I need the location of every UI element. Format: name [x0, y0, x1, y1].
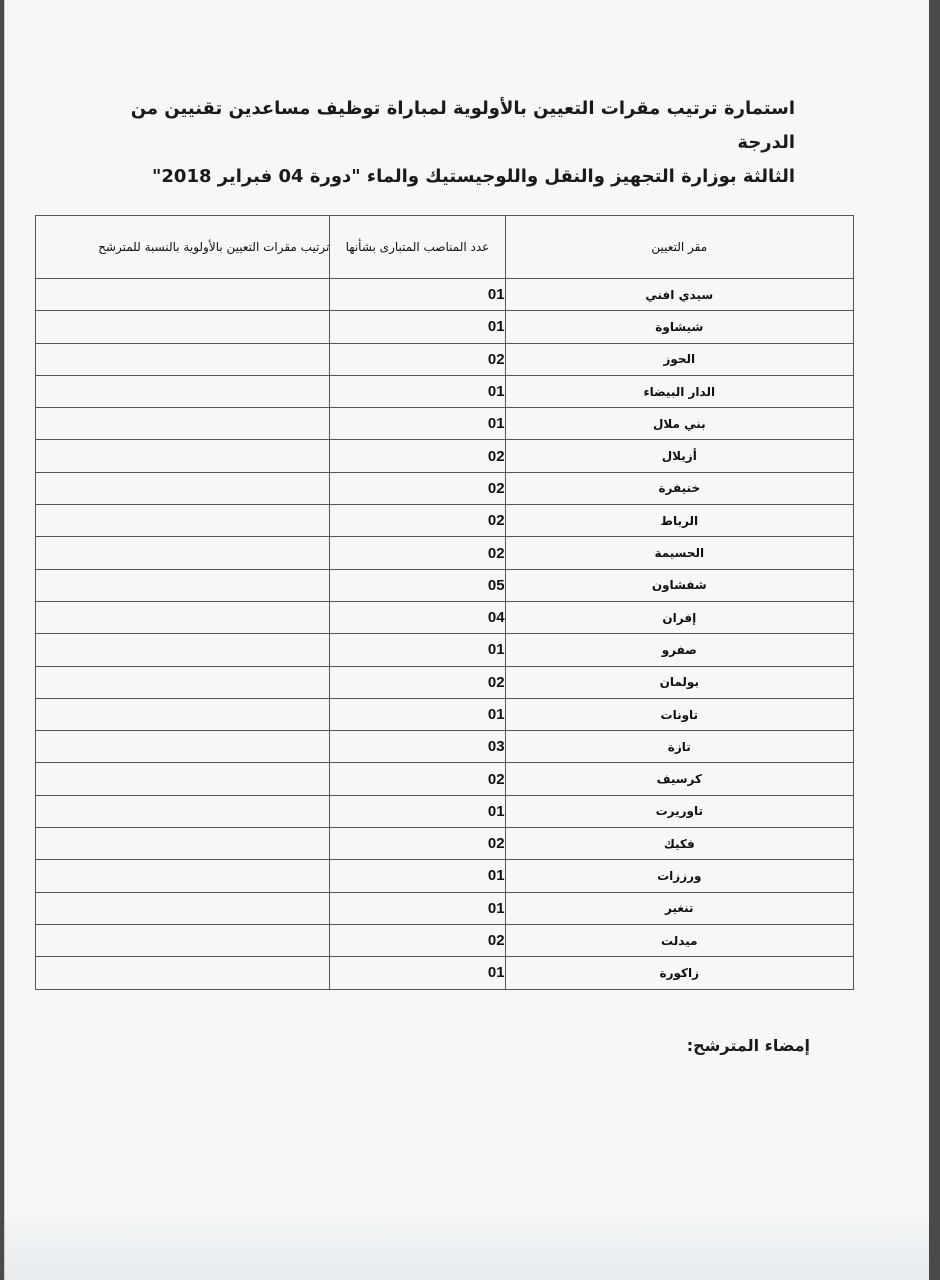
cell-site: ميدلت [505, 924, 853, 956]
cell-count: 01 [330, 698, 505, 730]
header-site: مقر التعيين [505, 216, 853, 279]
cell-site: بولمان [505, 666, 853, 698]
title-line-2: الثالثة بوزارة التجهيز والنقل واللوجيستيك والماء "دورة 04 فبراير 2018" [152, 166, 795, 187]
cell-rank-entry[interactable] [36, 569, 330, 601]
table-row [36, 860, 854, 892]
header-count: عدد المناصب المتبارى بشأنها [330, 216, 505, 279]
cell-count: 04 [330, 601, 505, 633]
table-row [36, 957, 854, 989]
scan-edge-band [5, 1218, 929, 1280]
cell-site: سيدي افني [505, 279, 853, 311]
document-page [4, 0, 929, 1280]
cell-rank-entry[interactable] [36, 763, 330, 795]
cell-rank-entry[interactable] [36, 731, 330, 763]
cell-site: الرباط [505, 505, 853, 537]
cell-count: 01 [330, 408, 505, 440]
cell-rank-entry[interactable] [36, 311, 330, 343]
cell-site: شيشاوة [505, 311, 853, 343]
cell-site: الحسيمة [505, 537, 853, 569]
table-row [36, 795, 854, 827]
cell-rank-entry[interactable] [36, 892, 330, 924]
cell-site: تاونات [505, 698, 853, 730]
assignment-sites-table [35, 215, 854, 990]
cell-rank-entry[interactable] [36, 698, 330, 730]
cell-site: تاوريرت [505, 795, 853, 827]
cell-count: 01 [330, 957, 505, 989]
cell-rank-entry[interactable] [36, 828, 330, 860]
cell-rank-entry[interactable] [36, 440, 330, 472]
cell-count: 01 [330, 634, 505, 666]
cell-count: 02 [330, 828, 505, 860]
table-row [36, 537, 854, 569]
table-row [36, 601, 854, 633]
cell-site: إفران [505, 601, 853, 633]
cell-site: شفشاون [505, 569, 853, 601]
table-row [36, 569, 854, 601]
cell-rank-entry[interactable] [36, 795, 330, 827]
cell-rank-entry[interactable] [36, 375, 330, 407]
table-row [36, 311, 854, 343]
table-row [36, 440, 854, 472]
cell-rank-entry[interactable] [36, 537, 330, 569]
cell-site: الحوز [505, 343, 853, 375]
cell-rank-entry[interactable] [36, 634, 330, 666]
cell-rank-entry[interactable] [36, 505, 330, 537]
cell-site: تنغير [505, 892, 853, 924]
cell-site: بني ملال [505, 408, 853, 440]
cell-site: كرسيف [505, 763, 853, 795]
header-rank: ترتيب مقرات التعيين بالأولوية بالنسبة للمترشح [36, 216, 330, 279]
cell-rank-entry[interactable] [36, 279, 330, 311]
cell-rank-entry[interactable] [36, 860, 330, 892]
table-row [36, 343, 854, 375]
table-row [36, 666, 854, 698]
cell-rank-entry[interactable] [36, 601, 330, 633]
table-row [36, 634, 854, 666]
title-line-1: استمارة ترتيب مقرات التعيين بالأولوية لمباراة توظيف مساعدين تقنيين من الدرجة [130, 98, 795, 153]
table-row [36, 375, 854, 407]
table-row [36, 731, 854, 763]
candidate-signature-label: إمضاء المترشح: [686, 1036, 810, 1055]
cell-count: 02 [330, 924, 505, 956]
cell-count: 02 [330, 343, 505, 375]
cell-count: 01 [330, 860, 505, 892]
cell-count: 02 [330, 537, 505, 569]
table-row [36, 828, 854, 860]
cell-site: الدار البيضاء [505, 375, 853, 407]
cell-site: فكيك [505, 828, 853, 860]
cell-count: 02 [330, 763, 505, 795]
cell-rank-entry[interactable] [36, 343, 330, 375]
cell-count: 01 [330, 375, 505, 407]
table-row [36, 505, 854, 537]
cell-site: أزيلال [505, 440, 853, 472]
cell-site: ورززات [505, 860, 853, 892]
table-header-row [36, 216, 854, 279]
cell-rank-entry[interactable] [36, 957, 330, 989]
cell-count: 05 [330, 569, 505, 601]
table-row [36, 472, 854, 504]
cell-rank-entry[interactable] [36, 666, 330, 698]
table-row [36, 279, 854, 311]
document-title [105, 92, 795, 194]
cell-count: 02 [330, 440, 505, 472]
cell-rank-entry[interactable] [36, 408, 330, 440]
cell-count: 01 [330, 892, 505, 924]
cell-count: 02 [330, 472, 505, 504]
cell-rank-entry[interactable] [36, 472, 330, 504]
table-row [36, 924, 854, 956]
cell-rank-entry[interactable] [36, 924, 330, 956]
cell-site: تازة [505, 731, 853, 763]
table-body [36, 279, 854, 990]
cell-site: زاكورة [505, 957, 853, 989]
table-row [36, 698, 854, 730]
table-row [36, 892, 854, 924]
cell-site: صفرو [505, 634, 853, 666]
cell-count: 02 [330, 666, 505, 698]
cell-site: خنيفرة [505, 472, 853, 504]
cell-count: 01 [330, 279, 505, 311]
cell-count: 01 [330, 311, 505, 343]
cell-count: 03 [330, 731, 505, 763]
cell-count: 01 [330, 795, 505, 827]
table-row [36, 408, 854, 440]
cell-count: 02 [330, 505, 505, 537]
table-row [36, 763, 854, 795]
